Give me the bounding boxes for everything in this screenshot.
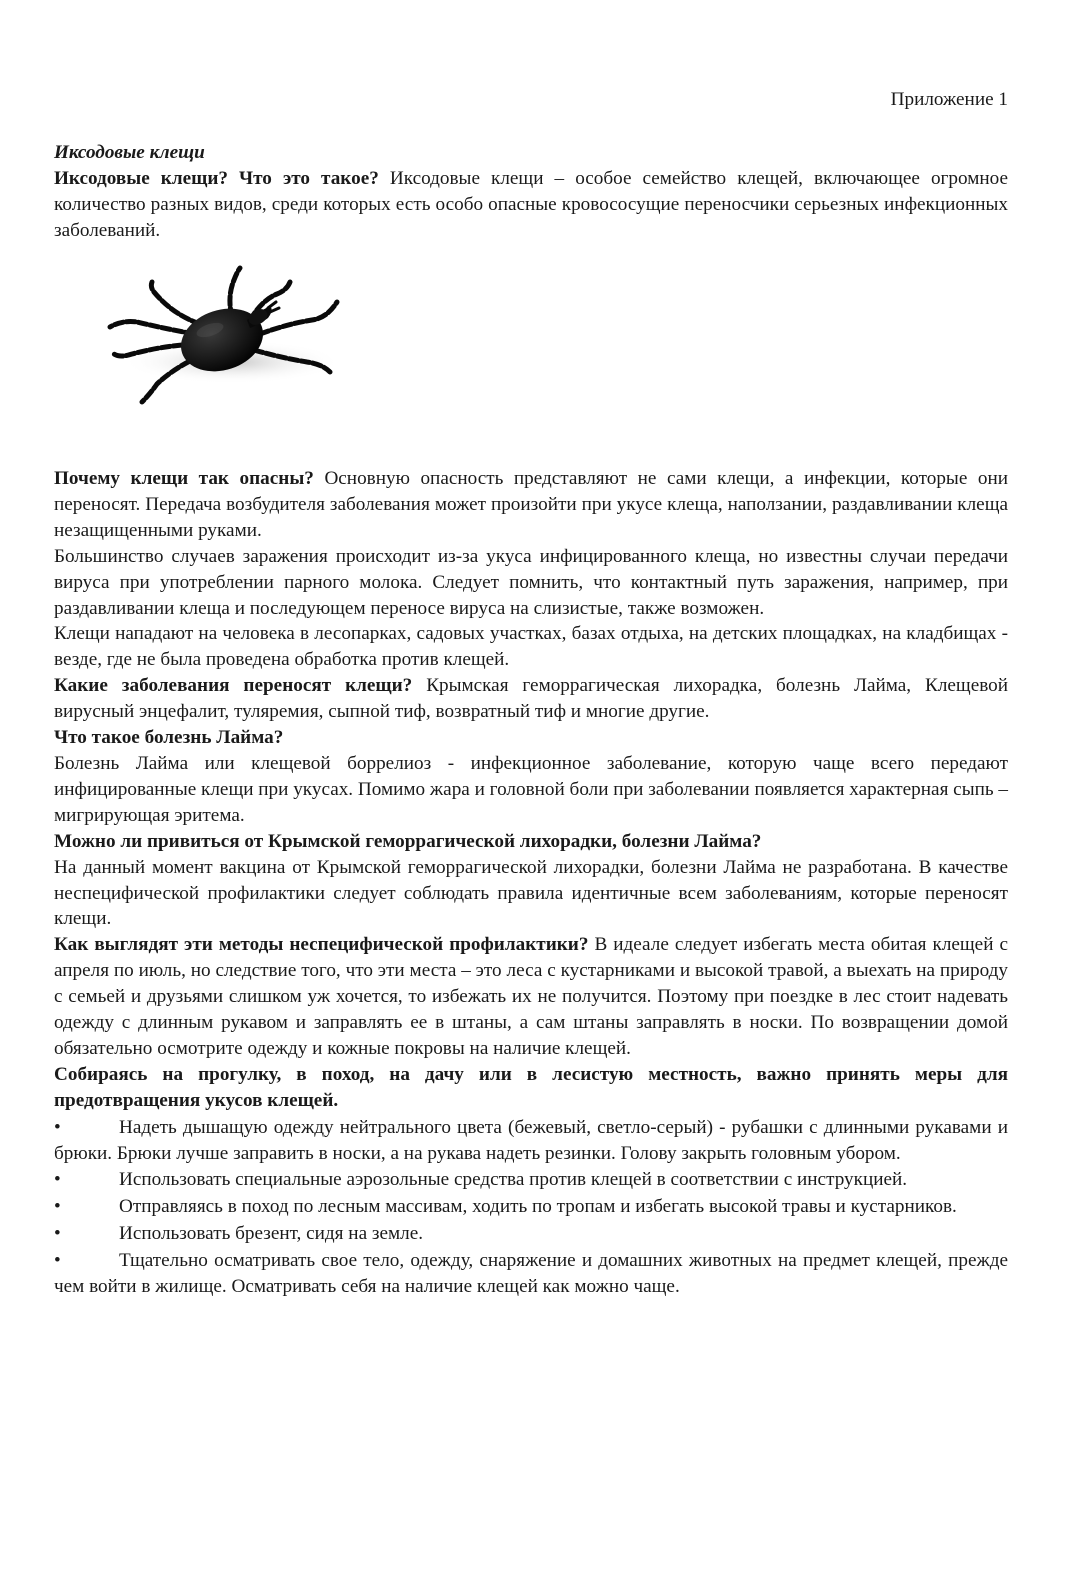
list-item (54, 1167, 1008, 1193)
diseases-question: Какие заболевания переносят клещи? (54, 675, 413, 697)
lyme-paragraph: Болезнь Лайма или клещевой боррелиоз - инфекционное заболевание, которую чаще всего передают инфицированные клещи при укусах. Помимо жара и головной боли при заболевании появляется характерная сыпь – мигрирующая эритема. (54, 752, 1009, 826)
list-item-text: Использовать брезент, сидя на земле. (119, 1223, 424, 1245)
vaccine-heading-text: Можно ли привиться от Крымской геморрагической лихорадки, болезни Лайма? (54, 830, 762, 852)
intro-answer: Иксодовые клещи – особое семейство клещей, включающее огромное количество разных видов, среди которых есть особо опасные кровососущие переносчики серьезных инфекционных заболеваний. (54, 167, 1009, 241)
methods-question: Как выглядят эти методы неспецифической профилактики? (54, 934, 589, 956)
list-item (54, 1115, 1008, 1167)
lyme-heading (54, 725, 1008, 751)
list-item (54, 1221, 1008, 1247)
bullet-icon: • (54, 1169, 61, 1191)
list-item (54, 1194, 1008, 1220)
danger-paragraph (54, 466, 1008, 544)
list-item-text: Тщательно осматривать свое тело, одежду, снаряжение и домашних животных на предмет клещей, прежде чем войти в жилище. Осматривать себя на наличие клещей как можно чаще. (54, 1250, 1008, 1298)
lyme-heading-text: Что такое болезнь Лайма? (54, 727, 284, 749)
bullet-icon: • (54, 1223, 61, 1245)
measures-heading (54, 1062, 1008, 1114)
bullet-icon: • (54, 1250, 61, 1272)
danger-answer: Основную опасность представляют не сами клещи, а инфекции, которые они переносят. Передача возбудителя заболевания может произойти при укусе клеща, наползании, раздавливании клеща незащищенными руками. (54, 468, 1008, 541)
methods-paragraph (54, 932, 1008, 1062)
tick-icon (82, 262, 347, 412)
list-item (54, 1248, 1008, 1300)
intro-paragraph (54, 166, 1008, 244)
list-item-text: Надеть дышащую одежду нейтрального цвета (бежевый, светло-серый) - рубашки с длинными рукавами и брюки. Брюки лучше заправить в носки, а на рукава надеть резинки. Голову закрыть головным убором. (54, 1116, 1008, 1164)
list-item-text: Отправляясь в поход по лесным массивам, ходить по тропам и избегать высокой травы и кустарников. (119, 1196, 957, 1218)
intro-question: Иксодовые клещи? Что это такое? (54, 167, 379, 189)
measures-heading-text: Собираясь на прогулку, в поход, на дачу или в лесистую местность, важно принять меры для предотвращения укусов клещей. (54, 1063, 1008, 1111)
intro-block (54, 140, 1008, 244)
attack-paragraph: Клещи нападают на человека в лесопарках, садовых участках, базах отдыха, на детских площадках, на кладбищах - везде, где не была проведена обработка против клещей. (54, 623, 1008, 671)
infection-paragraph: Большинство случаев заражения происходит из-за укуса инфицированного клеща, но известны случаи передачи вируса при употреблении парного молока. Следует помнить, что контактный путь заражения, например, при раздавливании клеща и последующем переносе вируса на слизистые, также возможен. (54, 545, 1008, 619)
section-title: Иксодовые клещи (54, 142, 205, 163)
appendix-label: Приложение 1 (890, 89, 1008, 110)
list-item-text: Использовать специальные аэрозольные средства против клещей в соответствии с инструкцией. (119, 1169, 908, 1191)
danger-question: Почему клещи так опасны? (54, 468, 314, 489)
prevention-list (54, 1115, 1008, 1300)
diseases-answer: Крымская геморрагическая лихорадка, болезнь Лайма, Клещевой вирусный энцефалит, туляремия, сыпной тиф, возвратный тиф и многие другие. (54, 675, 1008, 723)
bullet-icon: • (54, 1116, 61, 1138)
methods-answer: В идеале следует избегать места обитая клещей с апреля по июль, но следствие того, что эти места – это леса с кустарниками и высокой травой, а выехать на природу с семьей и друзьями слишком уж хочется, то избежать их не получится. Поэтому при поездке в лес стоит надевать одежду с длинным рукавом и заправлять ее в штаны, а сам штаны заправлять в носки. По возвращении домой обязательно осмотрите одежду и кожные покровы на наличие клещей. (54, 934, 1008, 1059)
vaccine-paragraph: На данный момент вакцина от Крымской геморрагической лихорадки, болезни Лайма не разработана. В качестве неспецифической профилактики следует соблюдать правила идентичные всем заболеваниям, которые переносят клещи. (54, 856, 1008, 930)
vaccine-heading (54, 829, 1008, 855)
bullet-icon: • (54, 1196, 61, 1218)
main-content (54, 466, 1008, 1300)
diseases-paragraph (54, 673, 1008, 725)
